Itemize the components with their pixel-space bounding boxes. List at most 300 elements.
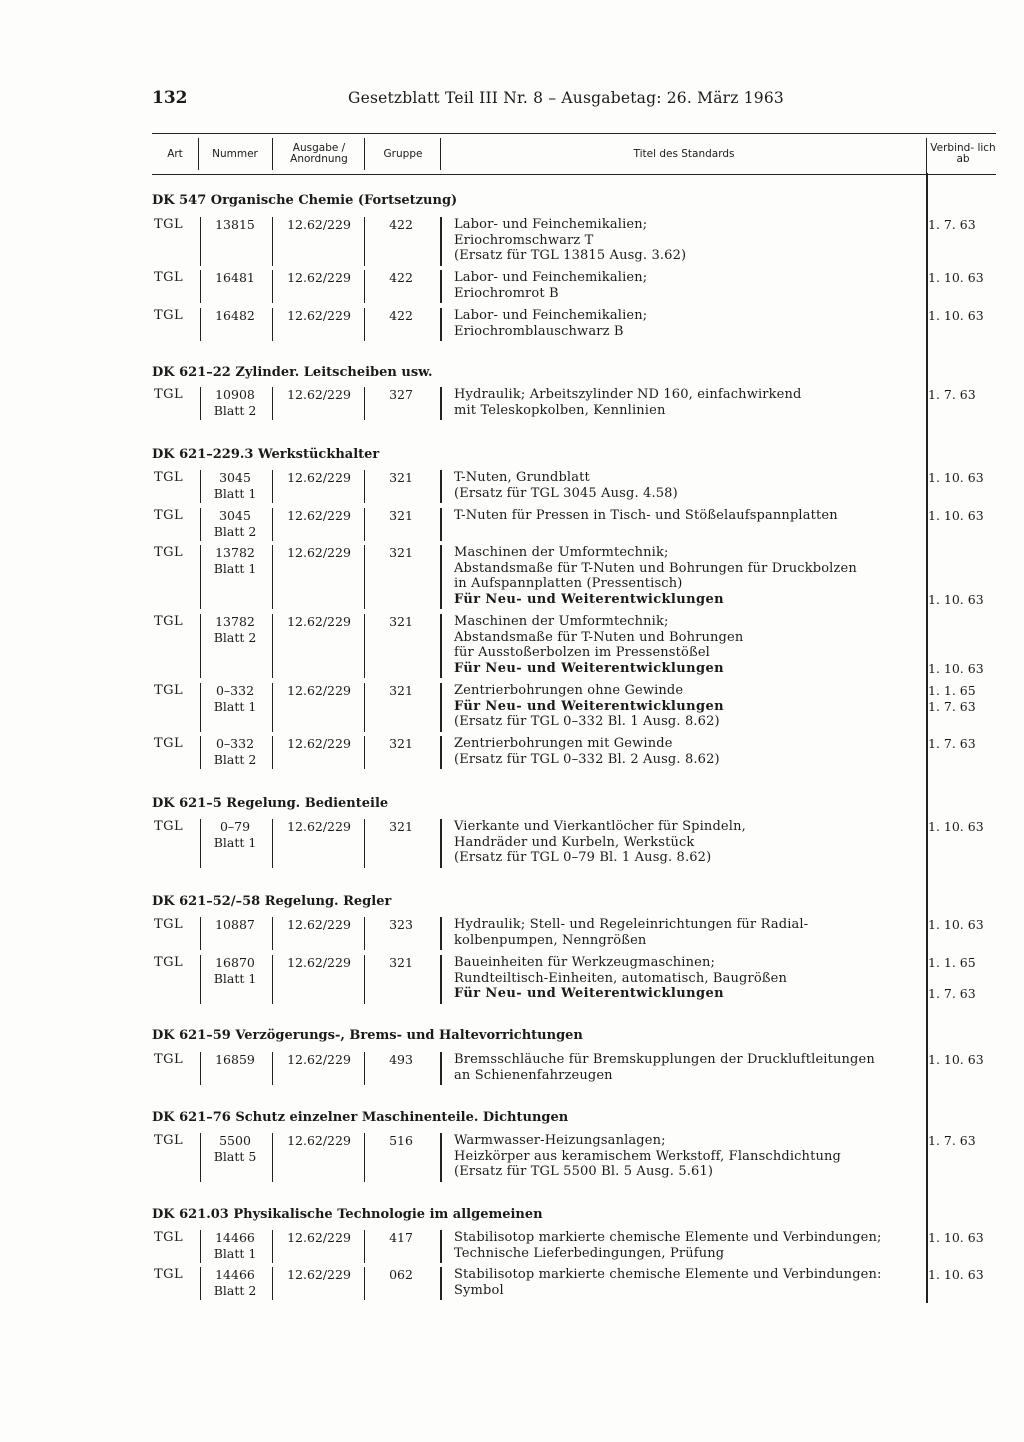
- nummer-line: Blatt 2: [213, 402, 257, 418]
- cell-art: TGL: [154, 683, 184, 698]
- cell-ausgabe: 12.62/229: [287, 736, 351, 751]
- title-line: Eriochromblauschwarz B: [454, 323, 624, 339]
- column-rule: [440, 270, 442, 303]
- title-line: (Ersatz für TGL 13815 Ausg. 3.62): [454, 248, 687, 263]
- nummer-line: 16481: [215, 270, 255, 285]
- cell-ausgabe: 12.62/229: [287, 1230, 351, 1245]
- title-line: Baueinheiten für Werkzeugmaschinen;: [454, 955, 716, 970]
- nummer-line: 0–332: [215, 683, 255, 698]
- cell-ausgabe: 12.62/229: [287, 955, 351, 970]
- nummer-line: 5500: [219, 1133, 251, 1148]
- cell-ausgabe: 12.62/229: [287, 217, 351, 232]
- column-rule: [440, 917, 442, 950]
- cell-gruppe: 493: [389, 1052, 413, 1067]
- cell-ausgabe: 12.62/229: [287, 470, 351, 485]
- column-rule: [364, 217, 365, 266]
- verbindlich-date: 1. 7. 63: [928, 698, 976, 714]
- cell-nummer: [200, 545, 270, 576]
- title-line: Abstandsmaße für T-Nuten und Bohrungen: [454, 629, 744, 645]
- title-line: Stabilisotop markierte chemische Elemente und Verbindungen:: [454, 1267, 882, 1282]
- verbindlich-date: [928, 645, 992, 661]
- column-rule: [272, 1230, 273, 1263]
- nummer-line: Blatt 2: [213, 751, 257, 767]
- nummer-line: Blatt 1: [213, 834, 257, 850]
- cell-gruppe: 422: [389, 217, 413, 232]
- table-row: [152, 508, 996, 539]
- cell-ausgabe: 12.62/229: [287, 614, 351, 629]
- nummer-line: 0–79: [219, 819, 251, 834]
- cell-verbindlich: [928, 955, 992, 1002]
- verbindlich-date: 1. 10. 63: [928, 508, 984, 523]
- title-line: Stabilisotop markierte chemische Elemente und Verbindungen;: [454, 1230, 882, 1245]
- cell-gruppe: 321: [389, 545, 413, 560]
- column-rule: [200, 1230, 201, 1263]
- cell-titel: [454, 917, 924, 948]
- column-rule: [272, 217, 273, 266]
- cell-gruppe: 327: [389, 387, 413, 402]
- column-rule: [200, 1267, 201, 1300]
- page-number: 132: [152, 88, 188, 108]
- title-line: Maschinen der Umformtechnik;: [454, 614, 669, 629]
- cell-art: TGL: [154, 387, 184, 402]
- cell-ausgabe: 12.62/229: [287, 387, 351, 402]
- cell-gruppe: 321: [389, 955, 413, 970]
- cell-gruppe: 321: [389, 819, 413, 834]
- table-row: [152, 1133, 996, 1180]
- verbindlich-date: [928, 576, 992, 592]
- cell-ausgabe: 12.62/229: [287, 1052, 351, 1067]
- column-rule: [272, 614, 273, 678]
- column-rule: [200, 270, 201, 303]
- column-rule: [272, 736, 273, 769]
- nummer-line: 16859: [215, 1052, 255, 1067]
- title-line: Abstandsmaße für T-Nuten und Bohrungen für Druckbolzen: [454, 560, 857, 576]
- nummer-line: 13782: [215, 545, 255, 560]
- title-line: (Ersatz für TGL 5500 Bl. 5 Ausg. 5.61): [454, 1164, 714, 1179]
- column-rule: [440, 736, 442, 769]
- cell-titel: [454, 955, 924, 1002]
- cell-art: TGL: [154, 1267, 184, 1282]
- verbindlich-date: 1. 10. 63: [928, 308, 984, 323]
- cell-verbindlich: [928, 270, 992, 286]
- column-rule: [272, 1133, 273, 1182]
- nummer-line: Blatt 1: [213, 970, 257, 986]
- nummer-line: Blatt 1: [213, 485, 257, 501]
- cell-verbindlich: [928, 736, 992, 752]
- cell-ausgabe: 12.62/229: [287, 1267, 351, 1282]
- cell-verbindlich: [928, 545, 992, 607]
- column-rule: [200, 614, 201, 678]
- nummer-line: 13815: [215, 217, 255, 232]
- verbindlich-date: 1. 10. 63: [928, 1052, 984, 1067]
- cell-art: TGL: [154, 1230, 184, 1245]
- column-rule: [364, 614, 365, 678]
- column-rule: [364, 917, 365, 950]
- cell-verbindlich: [928, 1230, 992, 1246]
- section-title: DK 621–76 Schutz einzelner Maschinenteile. Dichtungen: [152, 1110, 569, 1125]
- column-rule: [440, 819, 442, 868]
- verbindlich-date: [928, 561, 992, 577]
- cell-ausgabe: 12.62/229: [287, 683, 351, 698]
- table-row: [152, 387, 996, 418]
- column-rule: [364, 387, 365, 420]
- table-row: [152, 736, 996, 767]
- verbindlich-date: 1. 10. 63: [928, 1267, 984, 1282]
- cell-nummer: [200, 819, 270, 850]
- column-rule: [364, 736, 365, 769]
- cell-ausgabe: 12.62/229: [287, 508, 351, 523]
- table-header: [152, 133, 996, 175]
- table-row: [152, 819, 996, 866]
- title-line: (Ersatz für TGL 0–79 Bl. 1 Ausg. 8.62): [454, 850, 712, 865]
- column-rule: [200, 308, 201, 341]
- cell-gruppe: 321: [389, 683, 413, 698]
- cell-nummer: [200, 614, 270, 645]
- cell-gruppe: 321: [389, 614, 413, 629]
- nummer-line: 14466: [215, 1230, 255, 1245]
- nummer-line: 16482: [215, 308, 255, 323]
- cell-gruppe: 062: [389, 1267, 413, 1282]
- column-rule: [440, 308, 442, 341]
- column-header-titel: Titel des Standards: [633, 147, 735, 160]
- verbindlich-date: 1. 10. 63: [928, 819, 984, 834]
- cell-nummer: [200, 270, 270, 286]
- title-line: Zentrierbohrungen mit Gewinde: [454, 736, 673, 751]
- title-line: Labor- und Feinchemikalien;: [454, 217, 648, 232]
- cell-gruppe: 321: [389, 736, 413, 751]
- title-line: Bremsschläuche für Bremskupplungen der Druckluftleitungen: [454, 1052, 875, 1067]
- verbindlich-date: 1. 10. 63: [928, 1230, 984, 1245]
- nummer-line: 3045: [219, 470, 251, 485]
- cell-nummer: [200, 736, 270, 767]
- verbindlich-date: 1. 10. 63: [928, 270, 984, 285]
- title-line-bold: Für Neu- und Weiterentwicklungen: [454, 591, 724, 607]
- cell-titel: [454, 1133, 924, 1180]
- table-row: [152, 217, 996, 264]
- cell-gruppe: 321: [389, 470, 413, 485]
- cell-gruppe: 321: [389, 508, 413, 523]
- cell-art: TGL: [154, 1052, 184, 1067]
- cell-ausgabe: 12.62/229: [287, 1133, 351, 1148]
- table-row: [152, 545, 996, 607]
- page-title: Gesetzblatt Teil III Nr. 8 – Ausgabetag: 26. März 1963: [348, 89, 784, 107]
- cell-gruppe: 323: [389, 917, 413, 932]
- section-title: DK 621–5 Regelung. Bedienteile: [152, 796, 389, 811]
- column-rule: [364, 270, 365, 303]
- cell-art: TGL: [154, 217, 184, 232]
- nummer-line: Blatt 1: [213, 1245, 257, 1261]
- title-line: kolbenpumpen, Nenngrößen: [454, 932, 647, 948]
- cell-titel: [454, 470, 924, 501]
- cell-titel: [454, 819, 924, 866]
- cell-ausgabe: 12.62/229: [287, 917, 351, 932]
- section-title: DK 621–229.3 Werkstückhalter: [152, 447, 380, 462]
- title-line: T-Nuten für Pressen in Tisch- und Stößelaufspannplatten: [454, 508, 838, 523]
- title-line: für Ausstoßerbolzen im Pressenstößel: [454, 645, 710, 660]
- verbindlich-date: 1. 7. 63: [928, 986, 976, 1001]
- table-row: [152, 955, 996, 1002]
- title-line: Eriochromrot B: [454, 285, 559, 301]
- nummer-line: Blatt 2: [213, 629, 257, 645]
- nummer-line: 3045: [219, 508, 251, 523]
- verbindlich-date: [928, 630, 992, 646]
- title-line: Warmwasser-Heizungsanlagen;: [454, 1133, 666, 1148]
- column-rule: [440, 1267, 442, 1300]
- verbindlich-date: 1. 7. 63: [928, 736, 976, 751]
- column-rule: [272, 955, 273, 1004]
- column-rule: [200, 470, 201, 503]
- cell-art: TGL: [154, 270, 184, 285]
- cell-art: TGL: [154, 819, 184, 834]
- column-rule: [272, 1267, 273, 1300]
- verbindlich-date: [928, 614, 992, 630]
- column-rule: [440, 545, 442, 609]
- cell-titel: [454, 508, 924, 524]
- cell-titel: [454, 1052, 924, 1083]
- column-rule: [272, 683, 273, 732]
- column-rule: [440, 470, 442, 503]
- nummer-line: Blatt 2: [213, 523, 257, 539]
- section-title: DK 621.03 Physikalische Technologie im allgemeinen: [152, 1207, 543, 1222]
- title-line: Rundteiltisch-Einheiten, automatisch, Baugrößen: [454, 970, 788, 986]
- column-rule: [364, 308, 365, 341]
- column-rule: [440, 1133, 442, 1182]
- nummer-line: 10908: [215, 387, 255, 402]
- verbindlich-date: 1. 10. 63: [928, 917, 984, 932]
- cell-titel: [454, 614, 924, 676]
- nummer-line: 14466: [215, 1267, 255, 1282]
- cell-art: TGL: [154, 545, 184, 560]
- column-rule: [364, 508, 365, 541]
- title-line: Hydraulik; Arbeitszylinder ND 160, einfachwirkend: [454, 387, 802, 402]
- cell-art: TGL: [154, 470, 184, 485]
- column-rule: [364, 470, 365, 503]
- cell-verbindlich: [928, 917, 992, 933]
- column-rule: [272, 508, 273, 541]
- verbindlich-date: 1. 1. 65: [928, 683, 976, 698]
- cell-titel: [454, 1267, 924, 1298]
- section-title: DK 547 Organische Chemie (Fortsetzung): [152, 193, 458, 208]
- nummer-line: 0–332: [215, 736, 255, 751]
- cell-art: TGL: [154, 1133, 184, 1148]
- title-line: (Ersatz für TGL 0–332 Bl. 2 Ausg. 8.62): [454, 751, 720, 767]
- title-line-bold: Für Neu- und Weiterentwicklungen: [454, 660, 724, 676]
- column-rule: [200, 683, 201, 732]
- column-rule: [440, 508, 442, 541]
- column-rule: [440, 614, 442, 678]
- title-line: (Ersatz für TGL 0–332 Bl. 1 Ausg. 8.62): [454, 714, 720, 729]
- column-header-verbindlich: Verbind- lich ab: [930, 142, 996, 165]
- cell-ausgabe: 12.62/229: [287, 545, 351, 560]
- verbindlich-date: 1. 7. 63: [928, 387, 976, 402]
- table-row: [152, 1267, 996, 1298]
- cell-nummer: [200, 1133, 270, 1164]
- verbindlich-date: 1. 10. 63: [928, 660, 984, 676]
- title-line: an Schienenfahrzeugen: [454, 1067, 613, 1083]
- title-line: Handräder und Kurbeln, Werkstück: [454, 834, 695, 850]
- table-row: [152, 270, 996, 301]
- section-title: DK 621–52/–58 Regelung. Regler: [152, 894, 392, 909]
- table-row: [152, 683, 996, 730]
- column-rule: [200, 917, 201, 950]
- nummer-line: Blatt 2: [213, 1282, 257, 1298]
- section-title: DK 621–59 Verzögerungs-, Brems- und Haltevorrichtungen: [152, 1028, 583, 1043]
- column-rule: [272, 470, 273, 503]
- cell-nummer: [200, 1230, 270, 1261]
- cell-nummer: [200, 917, 270, 933]
- cell-verbindlich: [928, 614, 992, 676]
- column-rule: [272, 270, 273, 303]
- cell-gruppe: 417: [389, 1230, 413, 1245]
- verbindlich-date: 1. 7. 63: [928, 217, 976, 232]
- cell-titel: [454, 545, 924, 607]
- column-rule: [272, 308, 273, 341]
- column-rule: [272, 387, 273, 420]
- column-rule: [200, 955, 201, 1004]
- column-rule: [440, 1052, 442, 1085]
- table-row: [152, 917, 996, 948]
- cell-nummer: [200, 1267, 270, 1298]
- nummer-line: 16870: [215, 955, 255, 970]
- column-rule: [272, 819, 273, 868]
- cell-ausgabe: 12.62/229: [287, 270, 351, 285]
- table-row: [152, 470, 996, 501]
- column-rule: [440, 387, 442, 420]
- column-rule: [200, 1052, 201, 1085]
- title-line: Maschinen der Umformtechnik;: [454, 545, 669, 560]
- cell-verbindlich: [928, 683, 992, 714]
- column-rule: [200, 545, 201, 609]
- column-rule: [272, 1052, 273, 1085]
- column-rule: [440, 217, 442, 266]
- nummer-line: Blatt 1: [213, 698, 257, 714]
- title-line: Eriochromschwarz T: [454, 232, 594, 248]
- cell-titel: [454, 217, 924, 264]
- cell-nummer: [200, 955, 270, 986]
- cell-verbindlich: [928, 470, 992, 486]
- column-rule: [200, 1133, 201, 1182]
- table-row: [152, 308, 996, 339]
- title-line: Vierkante und Vierkantlöcher für Spindeln,: [454, 819, 746, 834]
- cell-art: TGL: [154, 955, 184, 970]
- cell-verbindlich: [928, 1133, 992, 1149]
- verbindlich-date: [928, 545, 992, 561]
- column-rule: [200, 217, 201, 266]
- cell-titel: [454, 683, 924, 730]
- column-rule: [364, 1230, 365, 1263]
- title-line: Zentrierbohrungen ohne Gewinde: [454, 683, 684, 698]
- title-line: mit Teleskopkolben, Kennlinien: [454, 402, 666, 418]
- page-header: [152, 88, 792, 112]
- cell-gruppe: 422: [389, 308, 413, 323]
- column-rule: [200, 819, 201, 868]
- cell-nummer: [200, 217, 270, 233]
- column-rule: [440, 1230, 442, 1263]
- cell-verbindlich: [928, 819, 992, 835]
- cell-verbindlich: [928, 1267, 992, 1283]
- cell-titel: [454, 308, 924, 339]
- column-rule: [200, 387, 201, 420]
- cell-titel: [454, 736, 924, 767]
- cell-art: TGL: [154, 917, 184, 932]
- title-line: (Ersatz für TGL 3045 Ausg. 4.58): [454, 485, 678, 501]
- cell-verbindlich: [928, 217, 992, 233]
- column-rule: [364, 819, 365, 868]
- nummer-line: 10887: [215, 917, 255, 932]
- cell-gruppe: 516: [389, 1133, 413, 1148]
- cell-ausgabe: 12.62/229: [287, 308, 351, 323]
- title-line: Labor- und Feinchemikalien;: [454, 308, 648, 323]
- cell-nummer: [200, 508, 270, 539]
- column-rule: [364, 1052, 365, 1085]
- title-line: Hydraulik; Stell- und Regeleinrichtungen für Radial-: [454, 917, 809, 932]
- title-line: in Aufspannplatten (Pressentisch): [454, 576, 683, 591]
- column-rule: [440, 683, 442, 732]
- column-rule: [440, 955, 442, 1004]
- column-rule: [364, 1133, 365, 1182]
- column-rule: [364, 545, 365, 609]
- column-header-ausgabe: Ausgabe / Anordnung: [290, 142, 348, 165]
- title-line: T-Nuten, Grundblatt: [454, 470, 590, 485]
- cell-ausgabe: 12.62/229: [287, 819, 351, 834]
- cell-nummer: [200, 308, 270, 324]
- cell-art: TGL: [154, 308, 184, 323]
- verbindlich-date: 1. 10. 63: [928, 470, 984, 485]
- nummer-line: Blatt 5: [213, 1148, 257, 1164]
- title-line: Technische Lieferbedingungen, Prüfung: [454, 1245, 725, 1261]
- cell-art: TGL: [154, 736, 184, 751]
- cell-gruppe: 422: [389, 270, 413, 285]
- cell-art: TGL: [154, 614, 184, 629]
- column-rule: [272, 917, 273, 950]
- verbindlich-date: 1. 1. 65: [928, 955, 976, 970]
- cell-verbindlich: [928, 308, 992, 324]
- column-rule: [200, 736, 201, 769]
- column-rule: [364, 955, 365, 1004]
- table-row: [152, 614, 996, 676]
- nummer-line: Blatt 1: [213, 560, 257, 576]
- cell-nummer: [200, 683, 270, 714]
- cell-nummer: [200, 1052, 270, 1068]
- title-line-bold: Für Neu- und Weiterentwicklungen: [454, 698, 724, 714]
- cell-verbindlich: [928, 1052, 992, 1068]
- verbindlich-date: 1. 10. 63: [928, 591, 984, 607]
- title-line: Labor- und Feinchemikalien;: [454, 270, 648, 285]
- verbindlich-date: [928, 971, 992, 987]
- table-row: [152, 1052, 996, 1083]
- cell-nummer: [200, 387, 270, 418]
- title-line: Symbol: [454, 1282, 504, 1298]
- column-rule: [364, 683, 365, 732]
- cell-titel: [454, 1230, 924, 1261]
- section-title: DK 621–22 Zylinder. Leitscheiben usw.: [152, 365, 433, 380]
- column-rule: [200, 508, 201, 541]
- column-header-nummer: Nummer: [212, 147, 258, 160]
- column-rule: [364, 1267, 365, 1300]
- title-line: Heizkörper aus keramischem Werkstoff, Flanschdichtung: [454, 1148, 841, 1164]
- cell-titel: [454, 387, 924, 418]
- title-line-bold: Für Neu- und Weiterentwicklungen: [454, 986, 724, 1001]
- column-rule: [272, 545, 273, 609]
- column-header-art: Art: [167, 147, 183, 160]
- cell-titel: [454, 270, 924, 301]
- cell-nummer: [200, 470, 270, 501]
- nummer-line: 13782: [215, 614, 255, 629]
- cell-art: TGL: [154, 508, 184, 523]
- cell-verbindlich: [928, 387, 992, 403]
- cell-verbindlich: [928, 508, 992, 524]
- table-row: [152, 1230, 996, 1261]
